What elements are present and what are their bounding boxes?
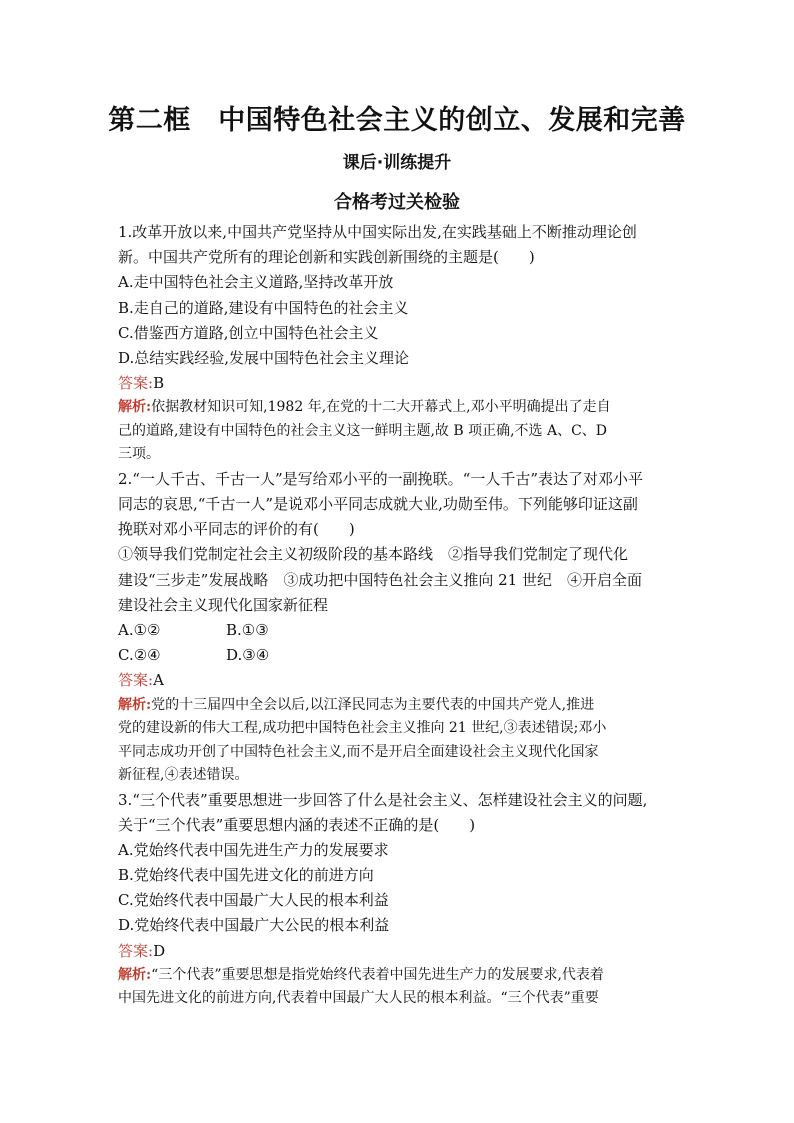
option-a: A.走中国特色社会主义道路,坚持改革开放 — [118, 273, 394, 292]
option-c: C.②④ — [118, 646, 161, 665]
section-heading: 合格考过关检验 — [334, 192, 460, 213]
question-stem: 关于“三个代表”重要思想内涵的表述不正确的是( ) — [118, 815, 476, 834]
explanation-label: 解析: — [118, 966, 152, 983]
question-stem: 挽联对邓小平同志的评价的有( ) — [118, 520, 355, 539]
option-row — [118, 618, 678, 643]
option-c: C.借鉴西方道路,创立中国特色社会主义 — [118, 323, 379, 342]
option-b: B.走自己的道路,建设有中国特色的社会主义 — [118, 298, 409, 317]
question-stem: 2.“一人千古、千古一人”是写给邓小平的一副挽联。“一人千古”表达了对邓小平 — [118, 469, 643, 488]
explanation-line — [118, 694, 678, 718]
option-a: A.①② — [118, 620, 161, 639]
option-a: A.党始终代表中国先进生产力的发展要求 — [118, 840, 389, 859]
answer-value: D — [153, 941, 166, 960]
statement-list: 建设“三步走”发展战略 ③成功把中国特色社会主义推向 21 世纪 ④开启全面 — [118, 570, 642, 589]
explanation-text: 中国先进文化的前进方向,代表着中国最广大人民的根本利益。“三个代表”重要 — [118, 990, 599, 1007]
explanation-label: 解析: — [118, 399, 152, 416]
explanation-text: 己的道路,建设有中国特色的社会主义这一鲜明主题,故 B 项正确,不选 A、C、D — [118, 422, 608, 439]
answer-line — [118, 939, 678, 964]
explanation-text: 党的十三届四中全会以后,以江泽民同志为主要代表的中国共产党人,推进 — [151, 696, 595, 713]
option-b: B.①③ — [226, 620, 269, 639]
question-2 — [118, 467, 678, 788]
page-title: 第二框 中国特色社会主义的创立、发展和完善 — [108, 105, 686, 136]
explanation-line — [118, 396, 678, 420]
question-stem: 1.改革开放以来,中国共产党坚持从中国实际出发,在实践基础上不断推动理论创 — [118, 223, 637, 241]
option-b: B.党始终代表中国先进文化的前进方向 — [118, 866, 374, 885]
option-d: D.党始终代表中国最广大公民的根本利益 — [118, 916, 390, 935]
option-c: C.党始终代表中国最广大人民的根本利益 — [118, 891, 389, 910]
question-1 — [118, 220, 678, 467]
answer-label: 答案: — [118, 671, 154, 690]
answer-value: A — [153, 671, 164, 690]
explanation-text: 依据教材知识可知,1982 年,在党的十二大开幕式上,邓小平明确提出了走自 — [151, 399, 611, 416]
answer-line — [118, 668, 678, 693]
statement-list: 建设社会主义现代化国家新征程 — [118, 595, 329, 614]
question-stem: 新。中国共产党所有的理论创新和实践创新围绕的主题是( ) — [118, 248, 535, 267]
answer-value: B — [153, 374, 165, 393]
question-stem: 3.“三个代表”重要思想进一步回答了什么是社会主义、怎样建设社会主义的问题, — [118, 790, 648, 809]
option-d: D.③④ — [226, 646, 270, 665]
explanation-text: 新征程,④表述错误。 — [118, 767, 249, 783]
explanation-text: 三项。 — [118, 446, 160, 463]
option-row — [118, 643, 678, 668]
statement-list: ①领导我们党制定社会主义初级阶段的基本路线 ②指导我们党制定了现代化 — [118, 545, 629, 564]
question-stem: 同志的哀思,“千古一人”是说邓小平同志成就大业,功勋至伟。下列能够印证这副 — [118, 495, 638, 513]
page-subtitle: 课后·训练提升 — [342, 153, 452, 173]
explanation-label: 解析: — [118, 696, 152, 713]
explanation-text: 平同志成功开创了中国特色社会主义,而不是开启全面建设社会主义现代化国家 — [118, 743, 599, 760]
question-list — [118, 220, 678, 1011]
option-d: D.总结实践经验,发展中国特色社会主义理论 — [118, 348, 410, 367]
question-3 — [118, 788, 678, 1011]
explanation-text: 党的建设新的伟大工程,成功把中国特色社会主义推向 21 世纪,③表述错误;邓小 — [118, 720, 607, 736]
answer-label: 答案: — [118, 374, 154, 393]
explanation-text: “三个代表”重要思想是指党始终代表着中国先进生产力的发展要求,代表着 — [151, 966, 604, 983]
answer-label: 答案: — [118, 941, 154, 960]
explanation-line — [118, 964, 678, 988]
answer-line — [118, 371, 678, 396]
